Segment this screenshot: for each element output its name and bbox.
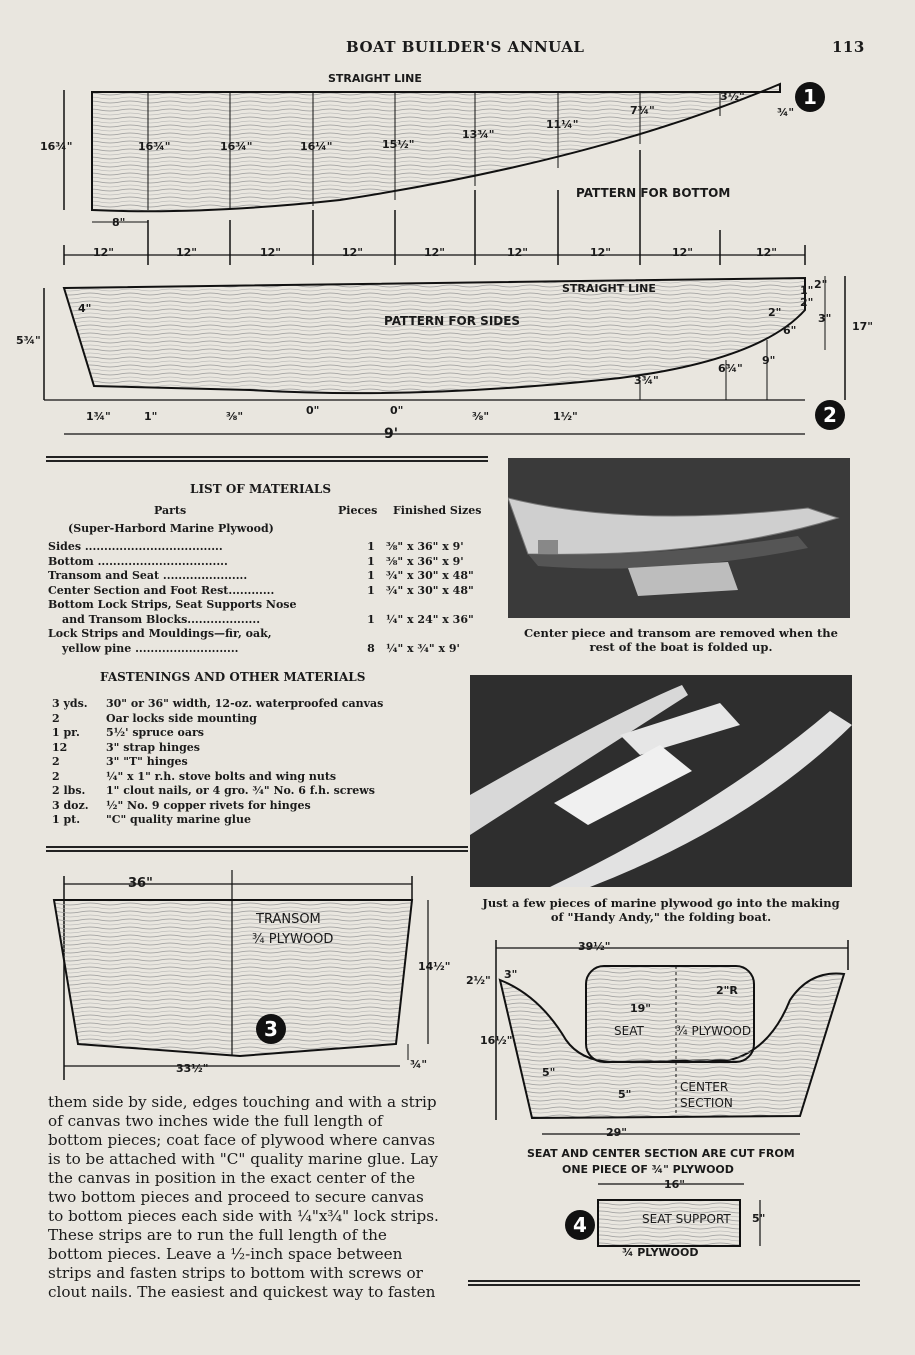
- fig3-small-dim: ¾": [410, 1058, 428, 1071]
- fastenings-table: [52, 697, 472, 828]
- running-head: BOAT BUILDER'S ANNUAL: [346, 38, 585, 56]
- fig1-dim: 16¾": [220, 140, 253, 153]
- fig2-dim: 2": [800, 296, 814, 309]
- spacing-dim: 12": [507, 246, 529, 259]
- list-item: [52, 726, 383, 741]
- size: [386, 598, 474, 613]
- section-rule: [46, 846, 468, 852]
- table-row: [48, 642, 474, 657]
- qty: 2: [52, 711, 60, 725]
- table-row: [48, 569, 474, 584]
- spacing-dim: 12": [342, 246, 364, 259]
- item: ½" No. 9 copper rivets for hinges: [106, 798, 311, 812]
- list-item: [52, 755, 383, 770]
- fig2-bottom-dim: 1½": [553, 410, 578, 423]
- fig2-dim: 6¾": [718, 362, 743, 375]
- section-rule: [468, 1280, 860, 1286]
- fig2-dim: 3¾": [634, 374, 659, 387]
- fig4-dim: 19": [630, 1002, 652, 1015]
- pieces: 1: [367, 554, 375, 568]
- photo-2-caption: Just a few pieces of marine plywood go into the making of "Handy Andy," the folding boat.: [482, 896, 840, 924]
- fig2-dim: 9": [762, 354, 776, 367]
- qty: 2 lbs.: [52, 784, 86, 797]
- fig1-straight-line: STRAIGHT LINE: [328, 72, 422, 85]
- fig4-dim: 16½": [480, 1034, 513, 1047]
- part: and Transom Blocks...................: [62, 612, 261, 626]
- spacing-dim: 12": [424, 246, 446, 259]
- fig4-support-plywood: ¾ PLYWOOD: [622, 1246, 699, 1259]
- qty: 2: [52, 755, 60, 768]
- pieces: 1: [367, 583, 375, 597]
- fastenings-title: FASTENINGS AND OTHER MATERIALS: [100, 670, 366, 684]
- materials-subtitle: (Super-Harbord Marine Plywood): [68, 522, 274, 535]
- spacing-dim: 12": [672, 246, 694, 259]
- list-item: [52, 784, 383, 799]
- fig2-straight-line: STRAIGHT LINE: [562, 282, 656, 295]
- fig2-dim: 4": [78, 302, 92, 315]
- fig3-top-dim: 36": [128, 876, 153, 891]
- fig4-support-label: SEAT SUPPORT: [642, 1212, 731, 1226]
- fig3-label-transom: TRANSOM: [256, 912, 321, 927]
- qty: 2: [52, 769, 60, 783]
- materials-title: LIST OF MATERIALS: [190, 482, 331, 496]
- part: Bottom ..................................: [48, 554, 228, 568]
- fig2-bottom-dim: ⅜": [226, 410, 244, 423]
- table-row: [48, 598, 474, 613]
- size: ¼" x ¾" x 9': [386, 641, 460, 655]
- fig4-dim: 2"R: [716, 984, 738, 997]
- fig2-pattern-label: PATTERN FOR SIDES: [384, 314, 521, 328]
- pieces: [356, 598, 386, 613]
- qty: 1 pr.: [52, 726, 80, 739]
- size: [386, 627, 474, 642]
- fig4-dim: 5": [618, 1088, 632, 1101]
- pieces: 1: [367, 540, 375, 553]
- pieces: 1: [367, 569, 375, 582]
- fig2-overall-length: 9': [384, 426, 399, 442]
- fig4-seat-label: SEAT: [614, 1024, 644, 1038]
- materials-table: [48, 540, 492, 656]
- fig2-bottom-dim: ⅜": [472, 410, 490, 423]
- fig2-dim: 3": [818, 312, 832, 325]
- part: Lock Strips and Mouldings—fir, oak,: [48, 627, 272, 640]
- size: ¾" x 30" x 48": [386, 583, 474, 597]
- fig4-dim: 2½": [466, 974, 491, 987]
- spacing-dim: 12": [260, 246, 282, 259]
- item: ¼" x 1" r.h. stove bolts and wing nuts: [106, 769, 337, 783]
- part: yellow pine ...........................: [62, 641, 239, 655]
- fig2-bottom-dim: 0": [306, 404, 320, 417]
- fig4-note-line1: SEAT AND CENTER SECTION ARE CUT FROM: [527, 1147, 795, 1160]
- spacing-dim: 12": [176, 246, 198, 259]
- fig1-dim: 15½": [382, 138, 415, 151]
- photo-1-caption: Center piece and transom are removed when the rest of the boat is folded up.: [524, 626, 838, 654]
- figure-3-number: 3: [256, 1014, 286, 1044]
- fig3-label-plywood: ¾ PLYWOOD: [252, 932, 334, 947]
- pieces: 1: [367, 612, 375, 626]
- fig4-top-dim: 39½": [578, 940, 611, 953]
- list-item: [52, 712, 383, 727]
- folded-boat-photo: [508, 458, 850, 618]
- fig1-dim: 13¾": [462, 128, 495, 141]
- fig2-dim: 17": [852, 320, 874, 333]
- fig2-dim: 5¾": [16, 334, 41, 347]
- table-row: [48, 555, 474, 570]
- part: Sides ....................................: [48, 540, 223, 553]
- fig2-dim: 6": [783, 324, 797, 337]
- item: 3" "T" hinges: [106, 755, 188, 768]
- item: 30" or 36" width, 12-oz. waterproofed canvas: [106, 697, 384, 710]
- fig4-support-length: 16": [664, 1178, 686, 1191]
- size: ¼" x 24" x 36": [386, 612, 474, 626]
- list-item: [52, 770, 383, 785]
- fig1-pattern-label: PATTERN FOR BOTTOM: [576, 186, 731, 200]
- side-pattern-outline: [64, 278, 805, 393]
- page-number: 113: [832, 38, 865, 56]
- qty: 1 pt.: [52, 813, 81, 826]
- size: ⅜" x 36" x 9': [386, 540, 464, 553]
- list-item: [52, 697, 383, 712]
- fig2-bottom-dim: 1": [144, 410, 158, 423]
- item: 3" strap hinges: [106, 740, 200, 754]
- fig2-bottom-dim: 1¾": [86, 410, 111, 423]
- fig2-dim: 2": [814, 278, 828, 291]
- transom-diagram: [40, 870, 460, 1080]
- fig2-dim: 2": [768, 306, 782, 319]
- qty: 3 yds.: [52, 697, 88, 710]
- fig1-dim: 16¼": [300, 140, 333, 153]
- fig4-dim: 5": [542, 1066, 556, 1079]
- fig2-dim: 1": [800, 284, 814, 297]
- fig1-dim: 11¼": [546, 118, 579, 131]
- fig4-section-label: SECTION: [680, 1096, 733, 1110]
- table-row: [48, 584, 474, 599]
- fig1-dim: 3½": [720, 90, 745, 103]
- fig1-dim: 8": [112, 216, 126, 229]
- part: Center Section and Foot Rest............: [48, 583, 275, 597]
- item: Oar locks side mounting: [106, 711, 258, 725]
- table-row: [48, 613, 474, 628]
- table-row: [48, 540, 474, 555]
- item: "C" quality marine glue: [106, 813, 251, 826]
- item: 1" clout nails, or 4 gro. ¾" No. 6 f.h. screws: [106, 784, 375, 797]
- size: ¾" x 30" x 48": [386, 569, 474, 582]
- fig1-dim: 16¾": [138, 140, 171, 153]
- article-body-text: them side by side, edges touching and with a strip of canvas two inches wide the full length of bottom pieces; coat face of plywood where canvas is to be attached with "C" quality marine glue. Lay the canvas in position in the exact center of the two bottom pieces and proceed to secure canvas to bottom pieces each side with ¼"x¾" lock strips. These strips are to run the full length of the bottom pieces. Leave a ½-inch space between strips and fasten strips to bottom with screws or clout nails. The easiest and quickest way to fasten: [48, 1093, 439, 1301]
- fig3-bottom-dim: 33½": [176, 1062, 209, 1075]
- item: 5½' spruce oars: [106, 726, 204, 739]
- table-row: [48, 627, 474, 642]
- figure-4-number: 4: [565, 1210, 595, 1240]
- plywood-pieces-photo: [470, 675, 852, 887]
- section-rule: [46, 456, 488, 462]
- figure-2-number: 2: [815, 400, 845, 430]
- list-item: [52, 799, 383, 814]
- part: Bottom Lock Strips, Seat Supports Nose: [48, 598, 297, 611]
- fig4-dim: 3": [504, 968, 518, 981]
- fig4-seat-plywood: ¾ PLYWOOD: [676, 1024, 752, 1038]
- part: Transom and Seat ......................: [48, 569, 248, 582]
- list-item: [52, 813, 383, 828]
- materials-col-pieces: Pieces: [338, 504, 378, 517]
- fig1-dim: 7¾": [630, 104, 655, 117]
- fig1-dim: ¾": [777, 106, 795, 119]
- size: ⅜" x 36" x 9': [386, 554, 464, 568]
- fig4-center-label: CENTER: [680, 1080, 729, 1094]
- spacing-dim: 12": [590, 246, 612, 259]
- fig4-support-height: 5": [752, 1212, 766, 1225]
- spacing-dim: 12": [93, 246, 115, 259]
- fig2-bottom-dim: 0": [390, 404, 404, 417]
- fig1-dim: 16¾": [40, 140, 73, 153]
- fig3-right-dim: 14½": [418, 960, 451, 973]
- spacing-dim: 12": [756, 246, 778, 259]
- qty: 3 doz.: [52, 798, 89, 812]
- materials-col-parts: Parts: [154, 504, 187, 517]
- fig4-note-line2: ONE PIECE OF ¾" PLYWOOD: [562, 1163, 734, 1176]
- qty: 12: [52, 740, 68, 754]
- materials-col-sizes: Finished Sizes: [393, 504, 482, 517]
- pieces: [356, 627, 386, 642]
- fig4-dim: 29": [606, 1126, 628, 1139]
- list-item: [52, 741, 383, 756]
- pieces: 8: [367, 641, 375, 655]
- figure-1-number: 1: [795, 82, 825, 112]
